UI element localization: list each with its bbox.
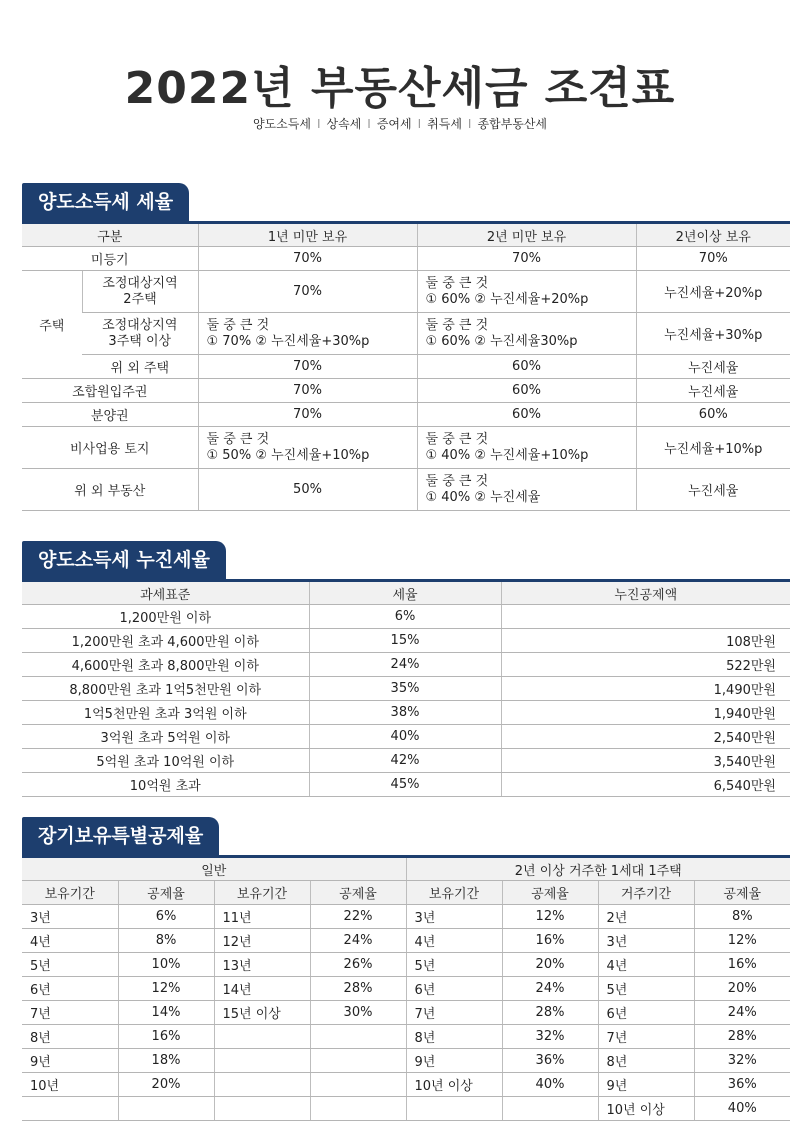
holding-period-cell: 10년 이상 (406, 1073, 502, 1097)
deduction-rate-cell: 36% (502, 1049, 598, 1073)
cell: 70% (417, 247, 636, 271)
table-row (22, 1025, 790, 1049)
separator: I (316, 117, 321, 131)
deduction-rate-cell: 32% (502, 1025, 598, 1049)
cell: 70% (198, 379, 417, 403)
row-label: 비사업용 토지 (22, 427, 198, 469)
table-row (22, 1073, 790, 1097)
holding-period-cell (406, 1097, 502, 1121)
deduction-cell: 6,540만원 (501, 773, 790, 797)
cell: 70% (198, 247, 417, 271)
table-row (22, 977, 790, 1001)
deduction-rate-cell: 8% (694, 905, 790, 929)
row-label: 분양권 (22, 403, 198, 427)
table-row (22, 725, 790, 749)
holding-period-cell (214, 1049, 310, 1073)
deduction-rate-cell: 24% (502, 977, 598, 1001)
deduction-rate-cell: 18% (118, 1049, 214, 1073)
rate-cell: 6% (309, 605, 501, 629)
deduction-rate-cell: 24% (310, 929, 406, 953)
deduction-cell: 522만원 (501, 653, 790, 677)
rate-cell: 15% (309, 629, 501, 653)
rate-cell: 45% (309, 773, 501, 797)
holding-period-cell (214, 1097, 310, 1121)
label-line: 조정대상지역 (102, 275, 178, 291)
residence-period-cell: 6년 (598, 1001, 694, 1025)
cell-line: 둘 중 큰 것 (206, 317, 270, 333)
label-line: 2주택 (123, 291, 157, 307)
table-row (22, 1001, 790, 1025)
cell-line: ① 60% ② 누진세율+20%p (425, 291, 589, 307)
group-header-general: 일반 (22, 857, 406, 881)
rate-cell: 35% (309, 677, 501, 701)
group-header-single-home: 2년 이상 거주한 1세대 1주택 (406, 857, 790, 881)
table-row (22, 427, 790, 469)
cell: 누진세율+10%p (636, 427, 790, 469)
tax-base-cell: 4,600만원 초과 8,800만원 이하 (22, 653, 309, 677)
cell (198, 313, 417, 355)
holding-period-cell: 9년 (22, 1049, 118, 1073)
holding-period-cell: 14년 (214, 977, 310, 1001)
table-row (22, 355, 790, 379)
cell: 누진세율+20%p (636, 271, 790, 313)
deduction-rate-cell: 32% (694, 1049, 790, 1073)
deduction-rate-cell: 30% (310, 1001, 406, 1025)
cell-line: ① 60% ② 누진세율30%p (425, 333, 578, 349)
residence-period-cell: 3년 (598, 929, 694, 953)
table-row (22, 403, 790, 427)
deduction-rate-cell (310, 1097, 406, 1121)
row-group-label: 주택 (22, 271, 82, 379)
deduction-cell: 108만원 (501, 629, 790, 653)
subtitle (0, 115, 800, 132)
deduction-rate-cell: 6% (118, 905, 214, 929)
cell: 누진세율 (636, 469, 790, 511)
table-row (22, 629, 790, 653)
cell-line: ① 50% ② 누진세율+10%p (206, 447, 370, 463)
rate-cell: 40% (309, 725, 501, 749)
header-holding-period: 보유기간 (214, 881, 310, 905)
deduction-rate-cell (118, 1097, 214, 1121)
deduction-cell: 1,490만원 (501, 677, 790, 701)
section-heading-transfer-tax-rate: 양도소득세 세율 (22, 183, 189, 221)
header-category: 구분 (22, 223, 198, 247)
deduction-rate-cell: 12% (118, 977, 214, 1001)
header-deduction-rate: 공제율 (310, 881, 406, 905)
holding-period-cell: 8년 (406, 1025, 502, 1049)
tax-base-cell: 8,800만원 초과 1억5천만원 이하 (22, 677, 309, 701)
header-tax-base: 과세표준 (22, 581, 309, 605)
table-row (22, 701, 790, 725)
row-label: 미등기 (22, 247, 198, 271)
deduction-rate-cell: 8% (118, 929, 214, 953)
deduction-rate-cell (502, 1097, 598, 1121)
tax-base-cell: 1,200만원 초과 4,600만원 이하 (22, 629, 309, 653)
deduction-rate-cell: 16% (118, 1025, 214, 1049)
header-residence-period: 거주기간 (598, 881, 694, 905)
residence-period-cell: 9년 (598, 1073, 694, 1097)
table-row (22, 247, 790, 271)
table-row (22, 773, 790, 797)
row-label: 위 외 부동산 (22, 469, 198, 511)
holding-period-cell (214, 1025, 310, 1049)
holding-period-cell: 10년 (22, 1073, 118, 1097)
cell-line: ① 40% ② 누진세율 (425, 489, 541, 505)
table-row (22, 271, 790, 313)
cell: 70% (198, 271, 417, 313)
holding-period-cell (22, 1097, 118, 1121)
header-holding-period: 보유기간 (406, 881, 502, 905)
row-label: 조합원입주권 (22, 379, 198, 403)
separator: I (367, 117, 371, 131)
row-label (82, 313, 198, 355)
deduction-rate-cell (310, 1049, 406, 1073)
header-deduction-rate: 공제율 (502, 881, 598, 905)
holding-period-cell: 12년 (214, 929, 310, 953)
cell: 60% (417, 379, 636, 403)
header-over-2-years: 2년이상 보유 (636, 223, 790, 247)
label-line: 조정대상지역 (102, 317, 178, 333)
table-row (22, 313, 790, 355)
holding-period-cell: 7년 (406, 1001, 502, 1025)
label-line: 3주택 이상 (108, 333, 172, 349)
deduction-rate-cell: 20% (502, 953, 598, 977)
table-row (22, 1049, 790, 1073)
holding-period-cell: 11년 (214, 905, 310, 929)
progressive-rate-table (22, 579, 790, 797)
cell: 누진세율 (636, 379, 790, 403)
deduction-rate-cell: 14% (118, 1001, 214, 1025)
separator: I (467, 117, 472, 131)
deduction-rate-cell: 20% (694, 977, 790, 1001)
residence-period-cell: 10년 이상 (598, 1097, 694, 1121)
header-deduction-rate: 공제율 (118, 881, 214, 905)
transfer-tax-rate-table (22, 221, 790, 511)
cell-line: 둘 중 큰 것 (425, 275, 489, 291)
table-row (22, 605, 790, 629)
holding-period-cell: 5년 (406, 953, 502, 977)
rate-cell: 38% (309, 701, 501, 725)
holding-period-cell (214, 1073, 310, 1097)
cell: 50% (198, 469, 417, 511)
cell-line: ① 40% ② 누진세율+10%p (425, 447, 589, 463)
section-heading-progressive-rate: 양도소득세 누진세율 (22, 541, 226, 579)
holding-period-cell: 15년 이상 (214, 1001, 310, 1025)
holding-period-cell: 13년 (214, 953, 310, 977)
deduction-rate-cell: 36% (694, 1073, 790, 1097)
holding-period-cell: 6년 (22, 977, 118, 1001)
deduction-rate-cell: 16% (694, 953, 790, 977)
cell: 누진세율+30%p (636, 313, 790, 355)
holding-period-cell: 5년 (22, 953, 118, 977)
deduction-rate-cell: 10% (118, 953, 214, 977)
subtitle-item: 증여세 (376, 117, 412, 131)
deduction-rate-cell: 22% (310, 905, 406, 929)
tax-base-cell: 3억원 초과 5억원 이하 (22, 725, 309, 749)
table-row (22, 653, 790, 677)
table-row (22, 469, 790, 511)
deduction-rate-cell: 12% (502, 905, 598, 929)
cell-line: 둘 중 큰 것 (425, 473, 489, 489)
cell (417, 427, 636, 469)
section-heading-long-term-deduction: 장기보유특별공제율 (22, 817, 219, 855)
cell: 60% (417, 355, 636, 379)
residence-period-cell: 7년 (598, 1025, 694, 1049)
table-row (22, 953, 790, 977)
deduction-rate-cell: 20% (118, 1073, 214, 1097)
deduction-rate-cell (310, 1073, 406, 1097)
table-row (22, 749, 790, 773)
header-holding-period: 보유기간 (22, 881, 118, 905)
cell (198, 427, 417, 469)
rate-cell: 24% (309, 653, 501, 677)
holding-period-cell: 4년 (22, 929, 118, 953)
residence-period-cell: 5년 (598, 977, 694, 1001)
deduction-cell: 3,540만원 (501, 749, 790, 773)
residence-period-cell: 8년 (598, 1049, 694, 1073)
header-rate: 세율 (309, 581, 501, 605)
holding-period-cell: 4년 (406, 929, 502, 953)
separator: I (417, 117, 422, 131)
deduction-rate-cell: 28% (310, 977, 406, 1001)
cell (417, 313, 636, 355)
deduction-cell: 2,540만원 (501, 725, 790, 749)
subtitle-item: 상속세 (326, 117, 362, 131)
subtitle-item: 종합부동산세 (477, 117, 548, 131)
tax-base-cell: 1,200만원 이하 (22, 605, 309, 629)
rate-cell: 42% (309, 749, 501, 773)
residence-period-cell: 4년 (598, 953, 694, 977)
header-under-1-year: 1년 미만 보유 (198, 223, 417, 247)
deduction-rate-cell: 28% (694, 1025, 790, 1049)
cell-line: 둘 중 큰 것 (425, 431, 489, 447)
subtitle-item: 양도소득세 (252, 117, 311, 131)
cell (417, 271, 636, 313)
holding-period-cell: 8년 (22, 1025, 118, 1049)
holding-period-cell: 6년 (406, 977, 502, 1001)
deduction-cell (501, 605, 790, 629)
deduction-rate-cell: 28% (502, 1001, 598, 1025)
long-term-deduction-table (22, 855, 790, 1121)
tax-base-cell: 10억원 초과 (22, 773, 309, 797)
holding-period-cell: 3년 (406, 905, 502, 929)
table-row (22, 1097, 790, 1121)
subtitle-item: 취득세 (427, 117, 462, 131)
tax-base-cell: 1억5천만원 초과 3억원 이하 (22, 701, 309, 725)
cell-line: 둘 중 큰 것 (206, 431, 270, 447)
deduction-rate-cell: 26% (310, 953, 406, 977)
cell: 누진세율 (636, 355, 790, 379)
header-under-2-years: 2년 미만 보유 (417, 223, 636, 247)
deduction-rate-cell: 16% (502, 929, 598, 953)
deduction-rate-cell: 40% (502, 1073, 598, 1097)
table-row (22, 379, 790, 403)
row-label: 위 외 주택 (82, 355, 198, 379)
deduction-rate-cell (310, 1025, 406, 1049)
header-deduction: 누진공제액 (501, 581, 790, 605)
cell-line: ① 70% ② 누진세율+30%p (206, 333, 370, 349)
cell: 60% (417, 403, 636, 427)
residence-period-cell: 2년 (598, 905, 694, 929)
cell-line: 둘 중 큰 것 (425, 317, 489, 333)
table-row (22, 677, 790, 701)
deduction-rate-cell: 12% (694, 929, 790, 953)
holding-period-cell: 9년 (406, 1049, 502, 1073)
deduction-rate-cell: 40% (694, 1097, 790, 1121)
deduction-cell: 1,940만원 (501, 701, 790, 725)
cell: 70% (636, 247, 790, 271)
cell (417, 469, 636, 511)
deduction-rate-cell: 24% (694, 1001, 790, 1025)
row-label (82, 271, 198, 313)
cell: 70% (198, 403, 417, 427)
header-deduction-rate: 공제율 (694, 881, 790, 905)
table-row (22, 929, 790, 953)
tax-base-cell: 5억원 초과 10억원 이하 (22, 749, 309, 773)
cell: 70% (198, 355, 417, 379)
holding-period-cell: 3년 (22, 905, 118, 929)
page-title: 2022년 부동산세금 조견표 (124, 63, 676, 114)
cell: 60% (636, 403, 790, 427)
holding-period-cell: 7년 (22, 1001, 118, 1025)
table-row (22, 905, 790, 929)
